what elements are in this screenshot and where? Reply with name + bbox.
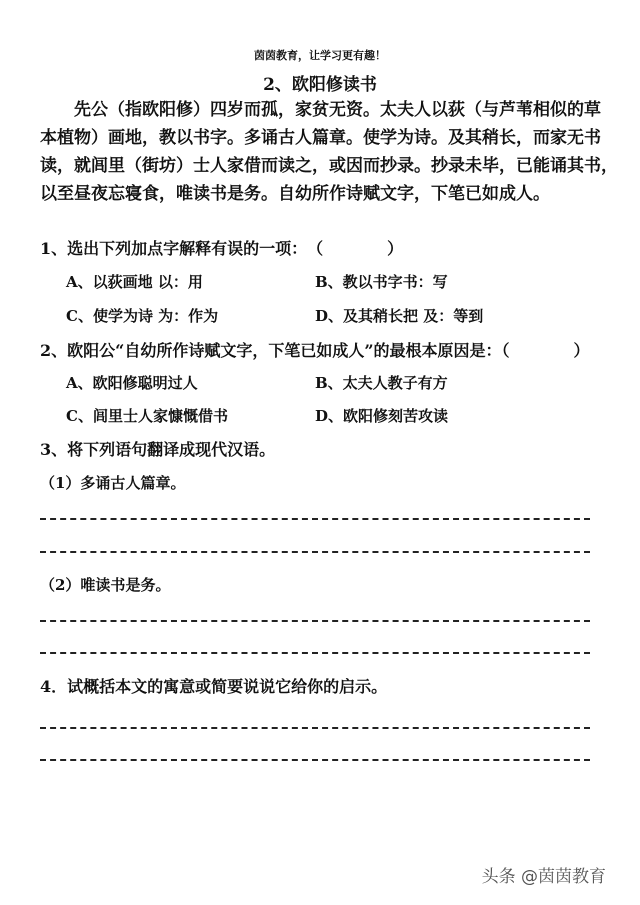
q3-sub-2: （2）唯读书是务。: [40, 576, 171, 594]
answer-line[interactable]: [40, 518, 590, 520]
passage-line: 读，就闾里（街坊）士人家借而读之，或因而抄录。抄录未毕，已能诵其书，: [40, 156, 618, 176]
passage: [40, 96, 618, 208]
passage-line: 先公（指欧阳修）四岁而孤，家贫无资。太夫人以荻（与芦苇相似的草: [40, 100, 601, 120]
q2-option-c: C、闾里士人家慷慨借书: [66, 407, 228, 425]
question-1: 1、选出下列加点字解释有误的一项： （ ）: [40, 239, 404, 258]
passage-line: 以至昼夜忘寝食，唯读书是务。自幼所作诗赋文字，下笔已如成人。: [40, 184, 550, 204]
question-2: 2、欧阳公“自幼所作诗赋文字，下笔已如成人”的最根本原因是：（ ）: [40, 341, 590, 360]
answer-line[interactable]: [40, 759, 590, 761]
q1-option-c: C、使学为诗 为：作为: [66, 307, 219, 325]
header-note: 茵茵教育，让学习更有趣！: [254, 49, 386, 62]
q1-option-d: D、及其稍长把 及：等到: [315, 307, 484, 325]
question-4: 4．试概括本文的寓意或简要说说它给你的启示。: [40, 677, 388, 696]
q1-option-b: B、教以书字书：写: [315, 273, 448, 291]
q2-option-d: D、欧阳修刻苦攻读: [315, 407, 449, 425]
q1-option-a: A、以荻画地 以：用: [66, 273, 203, 291]
passage-line: 本植物）画地，教以书字。多诵古人篇章。使学为诗。及其稍长，而家无书: [40, 128, 601, 148]
q3-sub-1: （1）多诵古人篇章。: [40, 474, 186, 492]
q2-option-a: A、欧阳修聪明过人: [66, 374, 198, 392]
answer-line[interactable]: [40, 652, 590, 654]
footer-brand-watermark: 头条 @茵茵教育: [481, 867, 606, 887]
answer-line[interactable]: [40, 551, 590, 553]
question-3: 3、将下列语句翻译成现代汉语。: [40, 440, 276, 459]
q2-option-b: B、太夫人教子有方: [315, 374, 448, 392]
answer-line[interactable]: [40, 620, 590, 622]
answer-line[interactable]: [40, 727, 590, 729]
page-title: 2、欧阳修读书: [263, 75, 377, 95]
